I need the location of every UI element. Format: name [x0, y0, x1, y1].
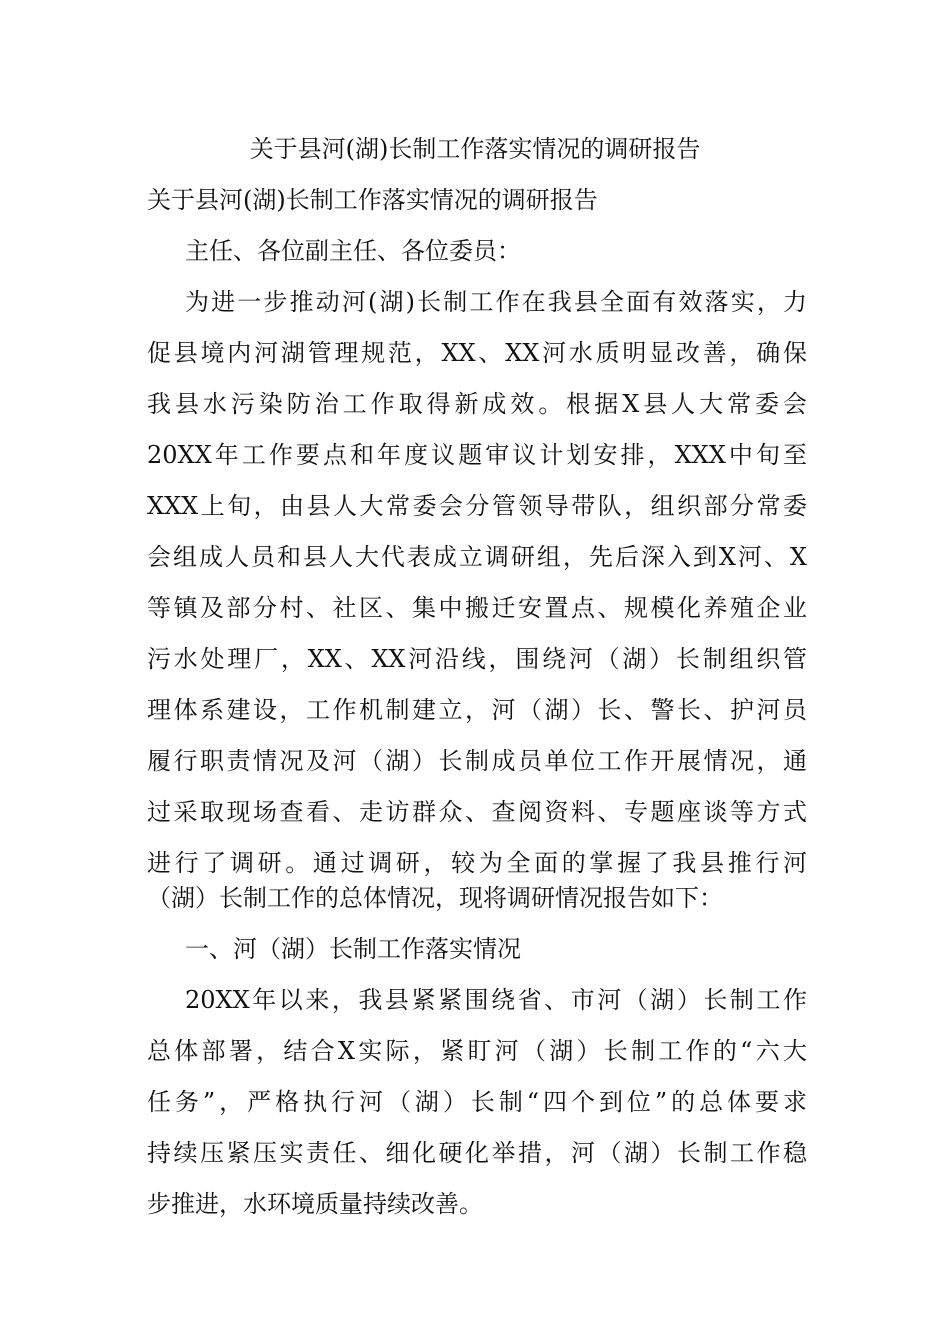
body-line: 20XX年以来，我县紧紧围绕省、市河（湖）长制工作	[185, 986, 807, 1014]
body-line: 理体系建设，工作机制建立，河（湖）长、警长、护河员	[147, 696, 807, 724]
body-line: XXX上旬，由县人大常委会分管领导带队，组织部分常委	[147, 492, 807, 520]
body-line: 为进一步推动河(湖)长制工作在我县全面有效落实，力	[185, 288, 807, 316]
body-line: 20XX年工作要点和年度议题审议计划安排，XXX中旬至	[147, 441, 807, 469]
body-line: 过采取现场查看、走访群众、查阅资料、专题座谈等方式	[147, 798, 807, 826]
body-line: 任务”，严格执行河（湖）长制“四个到位”的总体要求	[147, 1088, 807, 1116]
body-line: 进行了调研。通过调研，较为全面的掌握了我县推行河	[147, 849, 807, 877]
document-subtitle: 关于县河(湖)长制工作落实情况的调研报告	[147, 186, 598, 214]
body-line: （湖）长制工作的总体情况，现将调研情况报告如下：	[147, 884, 723, 912]
salutation: 主任、各位副主任、各位委员：	[185, 237, 521, 265]
section-heading: 一、河（湖）长制工作落实情况	[185, 935, 521, 963]
document-title: 关于县河(湖)长制工作落实情况的调研报告	[249, 135, 701, 163]
body-line: 会组成人员和县人大代表成立调研组，先后深入到X河、X	[147, 543, 807, 571]
body-line: 总体部署，结合X实际，紧盯河（湖）长制工作的“六大	[147, 1037, 807, 1065]
body-line: 等镇及部分村、社区、集中搬迁安置点、规模化养殖企业	[147, 594, 807, 622]
body-line: 步推进，水环境质量持续改善。	[147, 1190, 483, 1218]
body-line: 持续压紧压实责任、细化硬化举措，河（湖）长制工作稳	[147, 1139, 807, 1167]
body-line: 履行职责情况及河（湖）长制成员单位工作开展情况，通	[147, 747, 807, 775]
body-line: 污水处理厂，XX、XX河沿线，围绕河（湖）长制组织管	[147, 645, 807, 673]
body-line: 我县水污染防治工作取得新成效。根据X县人大常委会	[147, 390, 807, 418]
body-line: 促县境内河湖管理规范，XX、XX河水质明显改善，确保	[147, 339, 807, 367]
